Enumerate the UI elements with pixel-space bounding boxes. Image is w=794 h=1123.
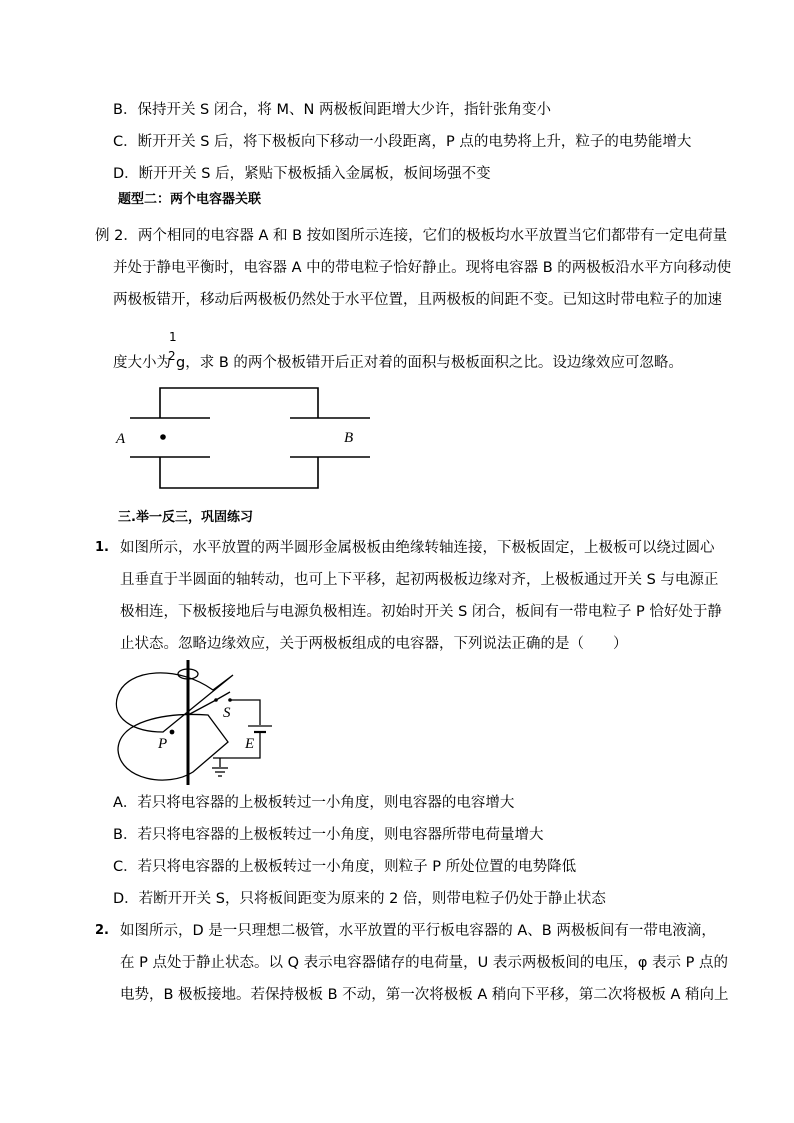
example2-line4-pre: 度大小为 [113,355,171,371]
q2-line1: 如图所示，D 是一只理想二极管，水平放置的平行板电容器的 A、B 两极板间有一带电液滴， [120,923,716,939]
switch-blade [216,692,230,700]
semicircle-capacitor-figure [108,660,278,790]
prev-option-b: B．保持开关 S 闭合，将 M、N 两极板间距增大少许，指针张角变小 [113,102,551,118]
two-capacitor-figure [110,378,370,488]
section3-heading: 三.举一反三，巩固练习 [118,510,253,525]
circuit-top-wire [230,700,260,725]
upper-plate [116,673,233,732]
q1-option-b: B．若只将电容器的上极板转过一小角度，则电容器所带电荷量增大 [113,827,544,843]
label-p: P [158,736,168,752]
q2-number: 2. [95,923,109,938]
example2-line3: 两极板错开，移动后两极板仍然处于水平位置，且两极板的间距不变。已知这时带电粒子的加速 [113,292,722,308]
q1-number: 1. [95,540,109,555]
example2-line1: 例 2．两个相同的电容器 A 和 B 按如图所示连接，它们的极板均水平放置当它们都带有一定电荷量 [95,228,728,244]
bottom-wire [160,457,318,488]
q1-option-c: C．若只将电容器的上极板转过一小角度，则粒子 P 所处位置的电势降低 [113,859,577,875]
q2-line3: 电势，B 极板接地。若保持极板 B 不动，第一次将极板 A 稍向下平移，第二次将极板 A 稍向上 [120,987,729,1003]
q1-option-a: A．若只将电容器的上极板转过一小角度，则电容器的电容增大 [113,795,515,811]
top-wire [160,388,318,418]
label-s: S [223,705,231,721]
fraction-numerator: 1 [169,330,177,344]
label-e: E [245,736,255,752]
charged-particle [160,434,166,440]
q2-line2: 在 P 点处于静止状态。以 Q 表示电容器储存的电荷量，U 表示两极板间的电压，φ 表示 P 点的 [120,955,728,971]
label-b: B [344,430,354,446]
q1-line2: 且垂直于半圆面的轴转动，也可上下平移，起初两极板边缘对齐，上极板通过开关 S 与电源正 [120,572,719,588]
fraction-denominator: 2 [168,349,176,363]
q1-line1: 如图所示，水平放置的两半圆形金属极板由绝缘转轴连接，下极板固定，上极板可以绕过圆心 [120,540,715,556]
q1-option-d: D．若断开开关 S，只将板间距变为原来的 2 倍，则带电粒子仍处于静止状态 [113,891,606,907]
prev-option-c: C．断开开关 S 后，将下极板向下移动一小段距离，P 点的电势将上升，粒子的电势能增大 [113,134,692,150]
example2-line4-post: g，求 B 的两个极板错开后正对着的面积与极板面积之比。设边缘效应可忽略。 [176,355,683,371]
switch-terminal-1 [214,698,218,702]
particle-p [170,730,175,735]
label-a: A [116,431,126,447]
topic-heading: 题型二：两个电容器关联 [118,192,262,207]
switch-terminal-2 [228,698,232,702]
q1-line4: 止状态。忽略边缘效应，关于两极板组成的电容器，下列说法正确的是（ ） [120,636,628,652]
q1-line3: 极相连，下极板接地后与电源负极相连。初始时开关 S 闭合，板间有一带电粒子 P 恰好处于静 [120,604,722,620]
example2-line2: 并处于静电平衡时，电容器 A 中的带电粒子恰好静止。现将电容器 B 的两极板沿水平方向移动使 [113,260,732,276]
prev-option-d: D．断开开关 S 后，紧贴下极板插入金属板，板间场强不变 [113,166,491,182]
